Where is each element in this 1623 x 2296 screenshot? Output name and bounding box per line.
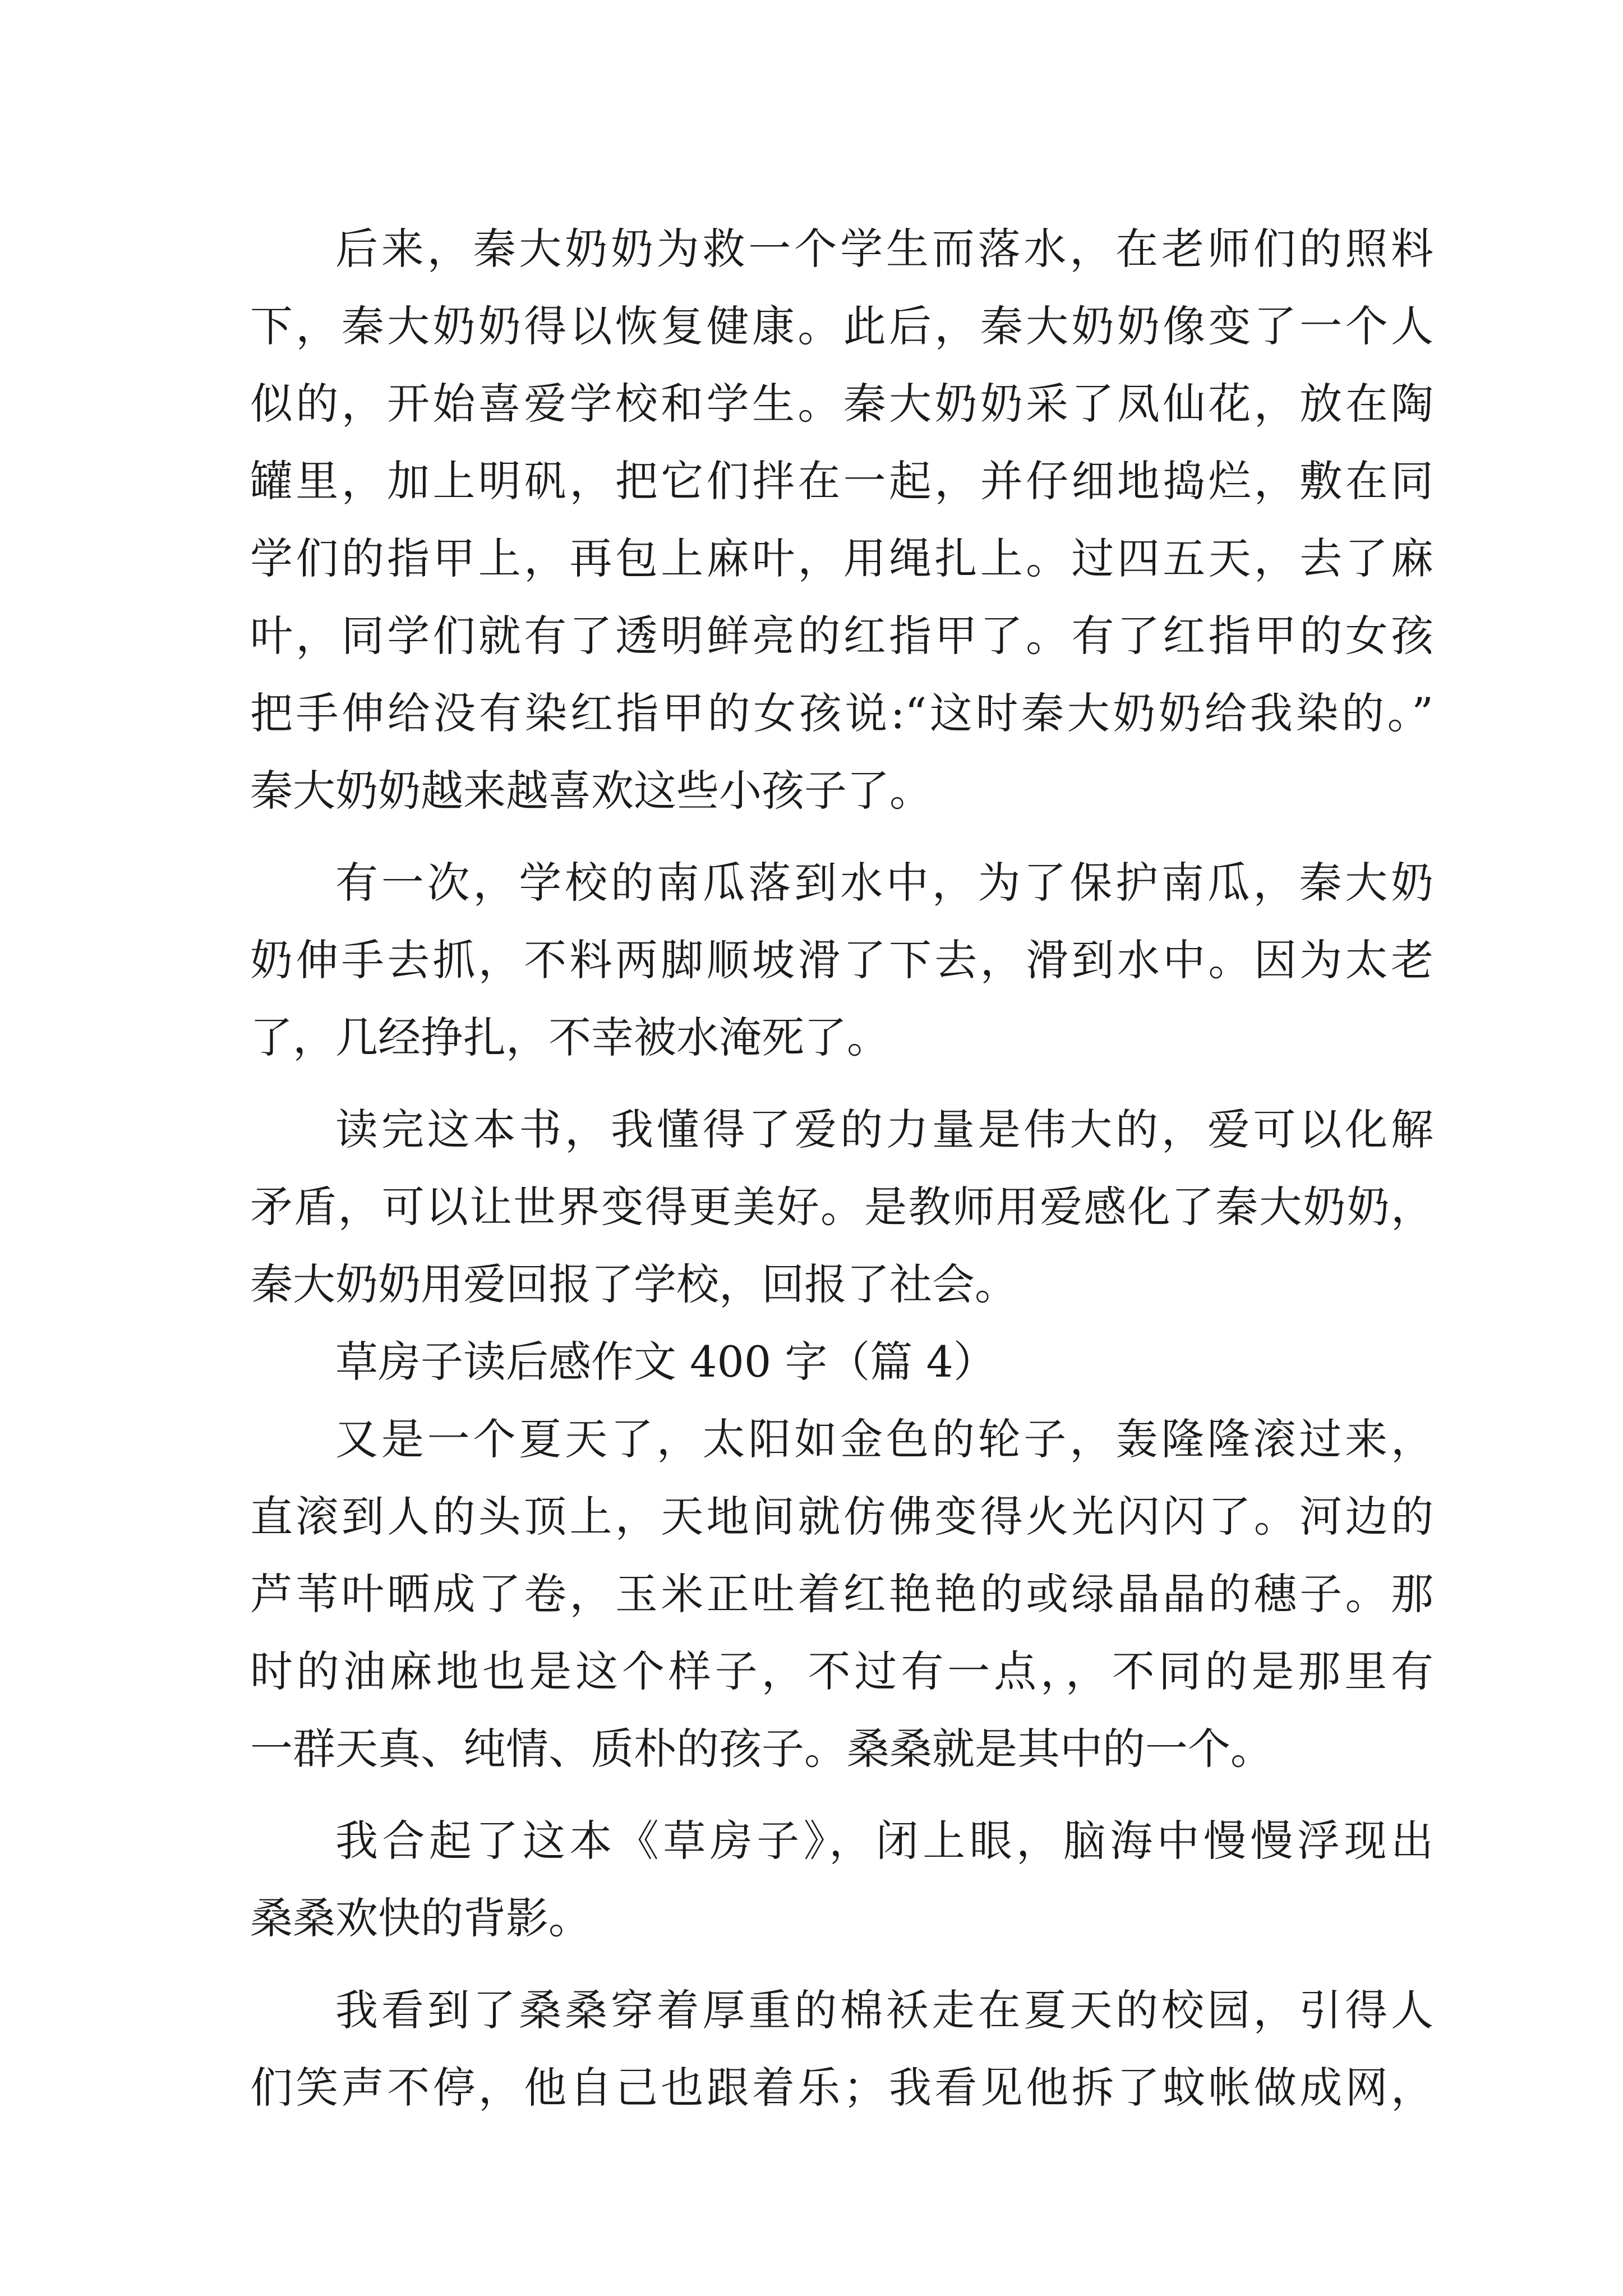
text-line: 罐里，加上明矾，把它们拌在一起，并仔细地捣烂，敷在同 (250, 456, 1433, 506)
text-line: 似的，开始喜爱学校和学生。秦大奶奶采了凤仙花，放在陶 (250, 379, 1433, 429)
paragraph (250, 1802, 1433, 1957)
text-line: 学们的指甲上，再包上麻叶，用绳扎上。过四五天，去了麻 (250, 533, 1433, 583)
text-line: 下，秦大奶奶得以恢复健康。此后，秦大奶奶像变了一个人 (250, 301, 1433, 351)
text-line: 后来，秦大奶奶为救一个学生而落水，在老师们的照料 (335, 224, 1433, 274)
text-line: 一群天真、纯情、质朴的孩子。桑桑就是其中的一个。 (250, 1724, 1273, 1774)
text-line: 奶伸手去抓，不料两脚顺坡滑了下去，滑到水中。因为太老 (250, 935, 1433, 985)
document-body (250, 210, 1433, 2127)
text-line: 们笑声不停，他自己也跟着乐；我看见他拆了蚊帐做成网， (250, 2063, 1433, 2113)
text-line: 矛盾，可以让世界变得更美好。是教师用爱感化了秦大奶奶， (250, 1182, 1433, 1232)
text-line: 直滚到人的头顶上，天地间就仿佛变得火光闪闪了。河边的 (250, 1492, 1433, 1542)
paragraph (250, 1091, 1433, 1323)
paragraph (250, 210, 1433, 830)
text-line: 秦大奶奶用爱回报了学校，回报了社会。 (250, 1259, 1017, 1309)
text-line: 把手伸给没有染红指甲的女孩说:“这时秦大奶奶给我染的。” (250, 688, 1433, 738)
paragraph (250, 844, 1433, 1076)
paragraph (250, 1972, 1433, 2127)
text-line: 读完这本书，我懂得了爱的力量是伟大的，爱可以化解 (335, 1105, 1433, 1154)
text-line: 又是一个夏天了，太阳如金色的轮子，轰隆隆滚过来， (335, 1414, 1433, 1464)
text-line: 我看到了桑桑穿着厚重的棉袄走在夏天的校园，引得人 (335, 1985, 1433, 2035)
heading-text: 草房子读后感作文 400 字（篇 4） (335, 1337, 996, 1387)
text-line: 了，几经挣扎，不幸被水淹死了。 (250, 1013, 889, 1062)
text-line: 时的油麻地也是这个样子，不过有一点，，不同的是那里有 (250, 1646, 1433, 1696)
text-line: 叶，同学们就有了透明鲜亮的红指甲了。有了红指甲的女孩 (250, 611, 1433, 661)
text-line: 有一次，学校的南瓜落到水中，为了保护南瓜，秦大奶 (335, 858, 1433, 908)
text-line: 我合起了这本《草房子》，闭上眼，脑海中慢慢浮现出 (335, 1816, 1433, 1866)
text-line: 芦苇叶晒成了卷，玉米正吐着红艳艳的或绿晶晶的穗子。那 (250, 1569, 1433, 1619)
text-line: 秦大奶奶越来越喜欢这些小孩子了。 (250, 766, 932, 816)
section-heading (250, 1323, 1433, 1401)
text-line: 桑桑欢快的背影。 (250, 1893, 591, 1943)
paragraph (250, 1401, 1433, 1788)
